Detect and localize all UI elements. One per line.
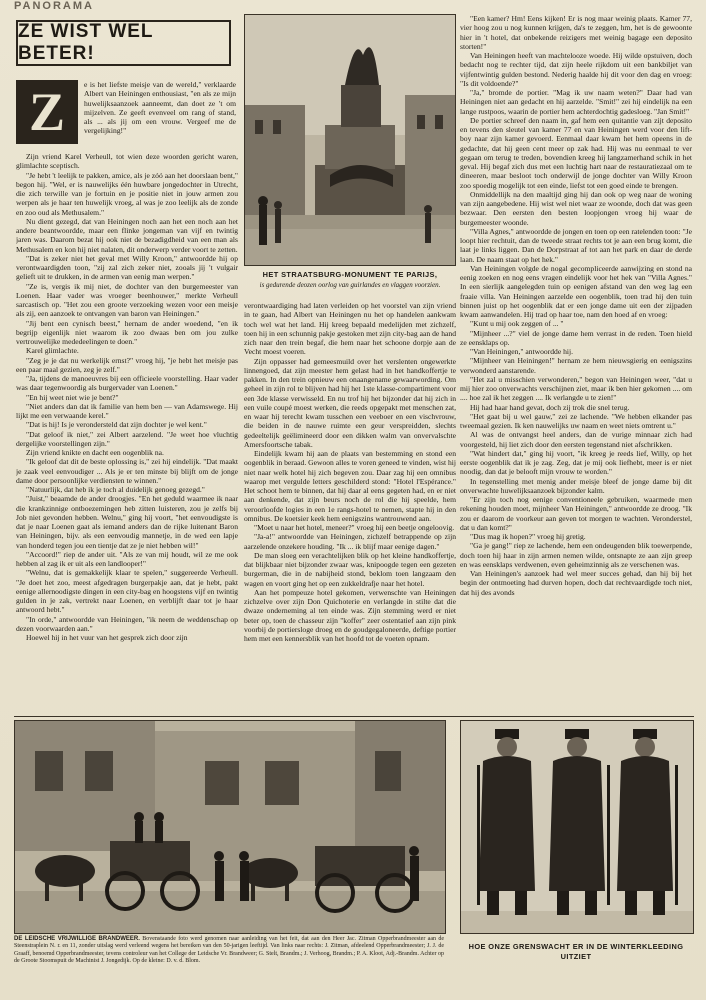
paragraph: "Dus mag ik hopen?" vroeg hij gretig. [470, 532, 586, 541]
paragraph: "Ja-a!" antwoordde van Heiningen, zichzelf betrappende op zijn aarzelende onzekere houding. "Ik ... ik blijf maar eenige dagen." [244, 532, 456, 551]
fire-brigade-illustration [15, 721, 445, 933]
paragraph: verontwaardiging had laten verleiden op het voorstel van zijn vriend in te gaan, had Albert van Heiningen nu het op handelen aankwam toch wel wat het land. Hij kreeg bepaald medelijden met zichzelf, toen hij in een schunnig pakje gestoken met zijn city-bag aan de hand zich naar den trein begaf, die hem naar het schoone dorpje aan de Vecht moest voeren. [244, 301, 456, 357]
monument-caption-sub: is gedurende deozen oorlog van guirlandes en vlaggen voorzien. [259, 281, 441, 289]
paragraph: "Ga je gang!" riep ze lachende, hem een ondeugenden blik toewerpende, doch toen hij haar in zijn armen nemen wilde, ontsnapte ze aan zijn greep en was eensklaps verdwenen, even geheimzinnig als ze verschenen was. [460, 541, 692, 569]
paragraph: Van Heiningen heeft van machtelooze woede. Hij wilde opstuiven, doch bedacht nog te rechter tijd, dat zijn heele rijkdom uit een bankbiljet van vijfentwintig gulden bestond. Nederig haalde hij dit voor den dag en vroeg: "Is dit voldoende?" [460, 51, 692, 88]
paragraph: Karel glimlachte. [26, 346, 79, 356]
paragraph: "Dat is hij! Is je verondersteld dat zijn dochter je wel kent." [26, 420, 207, 430]
border-guard-photo [460, 720, 694, 934]
drop-cap-initial: Z [16, 80, 78, 144]
paragraph: "Dat geloof ik niet," zei Albert aarzelend. "Je weet hoe vluchtig dergelijke voorstellingen zijn." [16, 429, 238, 448]
article-column-2 [244, 301, 456, 712]
paragraph: Zijn vriend Karel Verheull, tot wien deze woorden gericht waren, glimlachte sceptisch. [16, 152, 238, 171]
paragraph: "Het gaat bij u wel gauw," zei ze lachende. "We hebben elkander pas tweemaal gezien. Ik ken nauwelijks uw naam en weet niets omtrent u." [460, 411, 692, 430]
fire-brigade-caption-head: DE LEIDSCHE VRIJWILLIGE BRANDWEER. [14, 936, 140, 942]
paragraph: Onmiddellijk na den maaltijd ging hij dan ook op weg naar de woning van zijn aangebedene. Hij wist wel niet waar ze woonde, doch dat was geen bezwaar. Den eersten den besten loopjongen vroeg hij waar de burgemeester woonde. [460, 189, 692, 227]
paragraph: "Je hebt 't leelijk te pakken, amice, als je zóó aan het doorslaan bent," begon hij. "Wel, er is nauwelijks één huwbare jongedochter in Utrecht, die zich terwille van je fortuin en je positie niet in jouw armen zou werpen als je haar ten huwelijk vroeg, al was je zoo leelijk als de zonde en zoo oud als Methusalem." [16, 170, 238, 217]
paragraph: "Ja," bromde de portier. "Mag ik uw naam weten?" Daar had van Heiningen niet aan gedacht en hij aarzelde. "Smit!" zei hij eindelijk na een lange rustpoos, waarin de portier hem achterdochtig gadesloeg. "Jan Smit!" [460, 88, 692, 116]
paragraph: "En hij weet niet wie je bent?" [26, 392, 119, 402]
paragraph: "Kunt u mij ook zeggen of ... " [470, 319, 564, 329]
paragraph: Zijn oppasser had gemeesmuild over het verslenten ongewerkte linnengoed, dat zijn meester hem gelast had in het handkoffertje te pakken. In den trein opnieuw een onaangename gewaarwording. Om geheel in zijn rol te blijven had hij het 1ste klasse-compartiment voor een 3de klasse verwisseld. En nu trof hij het bijzonder dat hij zich in een vuile coupé moest werken, die reeds opgepakt met menschen zat, en waar hij terecht kwam tusschen een veeboer en een vischvrouw, die beiden in de nauwe ruimte een geur verspreidden, slechts gedeeltelijk geëlimineerd door een dikken walm van onvervalschte Amersfoortsche tabak. [244, 356, 456, 449]
paragraph: Hoewel hij in het vuur van het gesprek zich door zijn [26, 633, 188, 642]
paragraph: Zijn vriend knikte en dacht een oogenblik na. [26, 448, 164, 457]
paragraph: Al was de ontvangst heel anders, dan de vurige minnaar zich had voorgesteld, hij liet zich door den eersten tegenstand niet afschrikken. [460, 430, 692, 449]
paragraph: "Accoord!" riep de ander uit. "Als ze van mij houdt, wil ze me ook hebben al zag ik er uit als een landlooper!" [16, 549, 238, 568]
paragraph: Aan het pompeuze hotel gekomen, verwenschte van Heiningen zichzelve over zijn Don Quichoterie en verlangde in stilte dat die dwaze onderneming al ten einde was. Zijn stemming werd er niet beter op, toen de chasseur zijn "koffer" zeer ostentatief aan zijn pink voorbij de portiersloge droeg en de goudgegaloneerde, deftige portier hem met een kennersblik van het hoofd tot de voeten opnam. [244, 587, 456, 643]
intro-paragraph: e is het liefste meisje van de wereld," verklaarde Albert van Heiningen enthousiast, "en als ze mijn huwelijksaanzoek aanneemt, dan doet ze 't om mijzelven. Ze geeft evenveel om rang of stand, als ... als jij om een vrouw. Vergeef me de vergelijking!" [84, 80, 236, 136]
article-title-box [16, 20, 231, 66]
paragraph: "Ik geloof dat dit de beste oplossing is," zei hij eindelijk. "Dat maakt je zaak veel eenvoudiger ... Als je er ten minste bij blijft om de jonge dame door persoonlijke verdiensten te winnen." [16, 457, 238, 485]
paragraph: "Welnu, dat is gemakkelijk klaar te spelen," suggereerde Verheull. "Je doet het zoo, meest afgedragen burgerpakje aan, dat je hebt, pakt eenige allernoodigste dingen in een city-bag en hoogstens vijf en twintig gulden in je zak, vertrekt naar Loenen, en verblijft daar tot je haar antwoord hebt." [16, 568, 238, 615]
paragraph: "Ja, tijdens de manoeuvres bij een officieele voorstelling. Haar vader was daar tegenwoordig als burgervader van Loenen." [16, 374, 238, 393]
paragraph: Van Heiningen volgde de nogal gecompliceerde aanwijzing en stond na eenig zoeken en nog eens vragen eindelijk voor het hek van "Villa Agnes." In een sierlijk aangelegden tuin op eenigen afstand van den weg lag een fraaie villa. Van Heiningen aarzelde een oogenblik, toen trad hij den tuin binnen juist op het oogenblik dat er een jonge dame uit een der zijpaden kwam aanwandelen. Hij trad op haar toe, nam den hoed af en vroeg: [460, 263, 692, 319]
paragraph: "Zeg je je dat nu werkelijk ernst?" vroeg hij, "je hebt het meisje pas een paar maal gezien, zeg je zelf." [16, 355, 238, 374]
paragraph: "Ze is, vergis ik mij niet, de dochter van den burgemeester van Loenen. Haar vader was vroeger beenhouwer," merkte Verheull sarcastisch op. "Het zou een groote verzoeking wezen voor een meisje als zij, een aanzoek te ontvangen van baron van Heiningen." [16, 281, 238, 319]
paragraph: "In orde," antwoordde van Heiningen, "ik neem de weddenschap op dezen voorwaarden aan." [16, 614, 238, 633]
paragraph: "Villa Agnes," antwoordde de jongen en toen op een ratelenden toon: "Je loopt hier rechtuit, dan de tweede straat rechts tot je aan een brug komt, die laat je links liggen. Dan de Dorpstraat af tot aan het park en daar de derde laan. De naam staat op het hek." [460, 226, 692, 264]
border-guard-illustration [461, 721, 693, 933]
paragraph: "Er zijn toch nog eenige conventioneele gebruiken, waarmede men rekening houden moet, mijnheer Van Heiningen," antwoordde ze droog. "Ik zou er daarom de voorkeur aan geven tot morgen te wachten. Veronderstel, dat u dan komt?" [460, 495, 692, 532]
paragraph: De man sloeg een verachtelijken blik op het kleine handkoffertje, dat blijkbaar niet bijzonder zwaar was, knipoogde tegen een gezeten burgerman, die in de nabijheid stond, beklom toen langzaam den wagen en voort ging het op een zukkeldrafje naar het hotel. [244, 550, 456, 588]
paragraph: "Jij bent een cynisch beest," hernam de ander woedend, "en ik begrijp eigenlijk niet waarom ik zoo dwaas ben om jou zulke vertrouwelijke mededeelingen te doen." [16, 318, 238, 346]
fire-brigade-caption-body: Bovenstaande foto werd genomen naar aanleiding van het feit, dat aan den Heer Jac. Zitman Opperbrandmeester aan de Steenstraplein N. r. en 11, zonder uitslag werd verleend wegens het bereiken van den 50-jarigen leeftijd. Van links naar rechts: J. Zitman, afdeelend Opperbrandmeester; J. J. de Graaff, benoemd Opperbrandmeester, tevens controleur van het College der Leidsche Vr. Brandweer; G. Stelt, Brandm.; J. Verhoog, Brandm.; P. A. Kloot, Adj.-Brandm. Achter op de Groote Stoomspuit de Machinist J. Jongedijk. Op de kleine: D. v. d. Blom. [14, 936, 445, 965]
monument-caption: HET STRAATSBURG-MONUMENT TE PARIJS, [262, 270, 438, 279]
paragraph: "Moet u naar het hotel, meneer?" vroeg hij een beetje ongeloovig. [254, 523, 455, 532]
fire-brigade-caption [14, 936, 444, 966]
article-column-3 [460, 14, 692, 712]
paragraph: "Het zal u misschien verwonderen," begon van Heiningen weer, "dat u mij hier zoo onverwachts verschijnen ziet, maar ik ben hier gekomen .... om .... hoe zal ik het zeggen .... Ik verlangde u te zien!" [460, 374, 692, 403]
monument-photo [244, 14, 456, 266]
paragraph: De portier schreef den naam in, gaf hem een quitantie van zijt deposito en tevens den sleutel van kamer 77 en van Heiningen werd voor den lift-boy naar zijn kamer gevoerd. Eenmaal daar kwam het hem opeens in de gedachte, dat hij geen cent meer op zak had. Hij was nu eenmaal te ver gegaan om terug te treden, bovendien kreeg hij langzamerhand schik in het geval. Hij begaf zich dus met een luchtig hart naar de restauratiezaal om te dineeren, maar besloot toch onderwijl de jonge dochter van Willy Kroon zoo spoedig mogelijk tot een einde, liefst tot een goed einde te brengen. [460, 115, 692, 190]
paragraph: Hij had haar hand gevat, doch zij trok die snel terug. [470, 402, 630, 412]
article-intro [84, 80, 236, 154]
paragraph: Van Heiningen's aanzoek had wel meer succes gehad, dan hij bij het begin der ontmoeting had durven hopen, doch dat rechtvaardigde toch niet, dat hij des avonds [460, 569, 692, 597]
border-guard-caption: HOE ONZE GRENSWACHT ER IN DE WINTERKLEEDING UITZIET [468, 942, 684, 961]
article-column-1 [16, 152, 238, 712]
paragraph: Nu dient gezegd, dat van Heiningen noch aan het een noch aan het andere beantwoordde, maar een flinke jongeman van vijf en twintig jaren was. Daarom bezat hij ook niet de bezadigdheid van een man als Methusalem en kon hij niet nalaten, dit onderwerp verder voort te zetten. [16, 216, 238, 254]
article-title: ZE WIST WEL BETER! [18, 21, 154, 64]
paragraph: "Van Heiningen," antwoordde hij. [470, 347, 573, 356]
paragraph: "Een kamer? Hm! Eens kijken! Er is nog maar weinig plaats. Kamer 77, vier hoog zou u nog kunnen krijgen, da's te zeggen, hm, het is de gewoonte hier in 't hotel, dat onbekende reizigers met weinig bagage een deposito storten!" [460, 14, 692, 51]
paragraph: "Wat hindert dat," ging hij voort, "ik kreeg je reeds lief, Willy, op het eerste oogenblik dat ik je zag. Zeg, dat je mij ook liefhebt, meer is er niet noodig, dan dat je belooft mijn vrouw te worden." [460, 448, 692, 477]
paragraph: "Natuurlijk, dat heb ik je toch al duidelijk genoeg gezegd." [26, 485, 205, 494]
fire-brigade-photo [14, 720, 446, 934]
monument-illustration [245, 15, 455, 265]
paragraph: "Juist," beaamde de ander droogjes. "En het geduld waarmee ik naar die krankzinnige ontboezemingen heb zitten luisteren, zou je zelfs bij Job niet gevonden hebben. Welnu," ging hij voort, "het eenvoudigste is dat je naar Loenen gaat als iemand anders dan de rijke luitenant Baron van Heiningen, bijv. als een eenvoudig mannetje, in de wed een lapje van honderd tegen jou een tientje dat ze je niet hebben wil!" [16, 494, 238, 550]
paragraph: "Mijnheer van Heiningen!" hernam ze hem nieuwsgierig en eenigszins verwonderd aanstarende. [460, 356, 692, 375]
divider [14, 716, 694, 717]
paragraph: "Dat is zeker niet het geval met Willy Kroon," antwoordde hij op verontwaardigden toon, "zij zal zich zeker niet, zooals jij 't vulgair gelieft uit te drukken, in de armen van eenig man werpen." [16, 253, 238, 282]
paragraph: "Niet anders dan dat ik familie van hem ben — van Adamswege. Hij lijkt me een verwaande kerel." [16, 401, 238, 420]
paragraph: "Mijnheer ...?" viel de jonge dame hem verrast in de reden. Toen hield ze eensklaps op. [460, 328, 692, 347]
paragraph: In tegenstelling met menig ander meisje bleef de jonge dame bij dit onverwachte huwelijksaanzoek bijzonder kalm. [460, 476, 692, 495]
masthead: PANORAMA [14, 0, 94, 12]
paragraph: Eindelijk kwam hij aan de plaats van bestemming en stond een oogenblik in beraad. Gewoon alles te voren geneed te vinden, wist hij niet naar welk hotel hij zich begeven zou. Daar zag hij een omnibus waarop met vergulde letters geschilderd stond: "Hotel l'Espérance." Het schoot hem te binnen, dat hij daar al eens gegeten had, en er niet aan denkende, dat zijn beurs noch de rol die hij speelde, hem veroorloofde logies in een 1e rangs-hotel te nemen, stapte hij in den omnibus. De koetsier keek hem eenigszins wantrouwend aan. [244, 449, 456, 523]
